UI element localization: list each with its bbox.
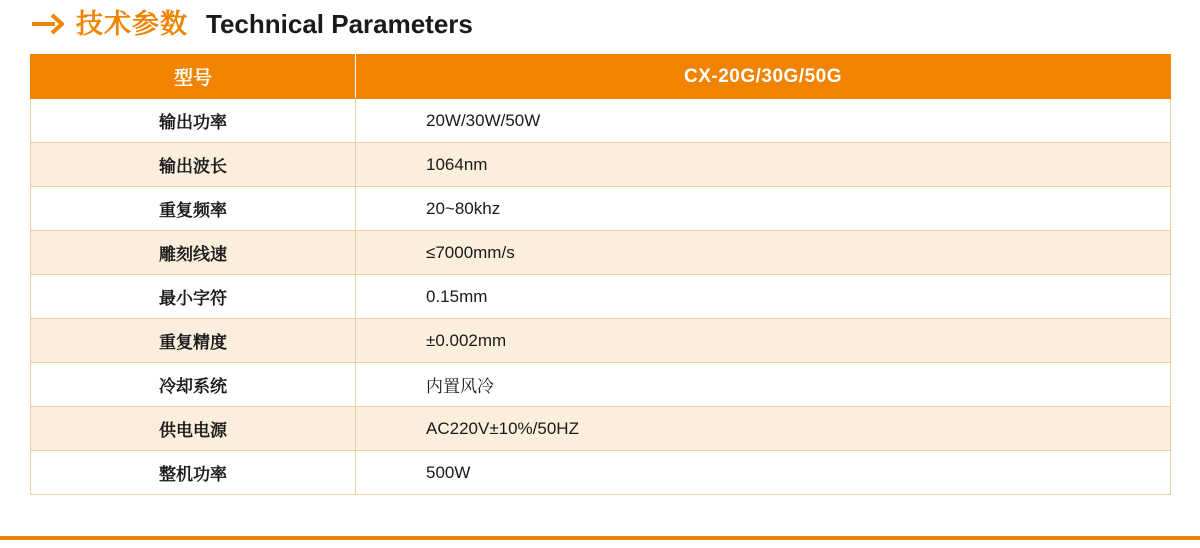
column-header-model: 型号 [31, 55, 356, 99]
row-label: 输出功率 [31, 99, 356, 143]
table-body [31, 99, 1171, 495]
page-title-cn: 技术参数 [76, 8, 188, 39]
row-value: 内置风冷 [356, 363, 1171, 407]
row-value: ≤7000mm/s [356, 231, 1171, 275]
table-row [31, 319, 1171, 363]
table-row [31, 363, 1171, 407]
spec-table-wrapper [0, 44, 1200, 495]
arrow-right-icon [30, 7, 64, 41]
row-value: 500W [356, 451, 1171, 495]
row-value: 20~80khz [356, 187, 1171, 231]
table-row [31, 143, 1171, 187]
row-value: 0.15mm [356, 275, 1171, 319]
table-row [31, 275, 1171, 319]
row-label: 重复频率 [31, 187, 356, 231]
table-row [31, 407, 1171, 451]
row-value: 20W/30W/50W [356, 99, 1171, 143]
row-label: 整机功率 [31, 451, 356, 495]
table-row [31, 231, 1171, 275]
bottom-accent-rule [0, 536, 1200, 540]
section-header [0, 0, 1200, 44]
row-label: 重复精度 [31, 319, 356, 363]
table-header-row [31, 55, 1171, 99]
table-row [31, 187, 1171, 231]
technical-parameters-table [30, 54, 1171, 495]
row-value: AC220V±10%/50HZ [356, 407, 1171, 451]
row-label: 供电电源 [31, 407, 356, 451]
page-title-en: Technical Parameters [206, 9, 473, 39]
row-label: 雕刻线速 [31, 231, 356, 275]
table-row [31, 451, 1171, 495]
row-value: 1064nm [356, 143, 1171, 187]
table-header [31, 55, 1171, 99]
column-header-series: CX-20G/30G/50G [356, 55, 1171, 99]
row-label: 输出波长 [31, 143, 356, 187]
row-value: ±0.002mm [356, 319, 1171, 363]
row-label: 最小字符 [31, 275, 356, 319]
row-label: 冷却系统 [31, 363, 356, 407]
table-row [31, 99, 1171, 143]
